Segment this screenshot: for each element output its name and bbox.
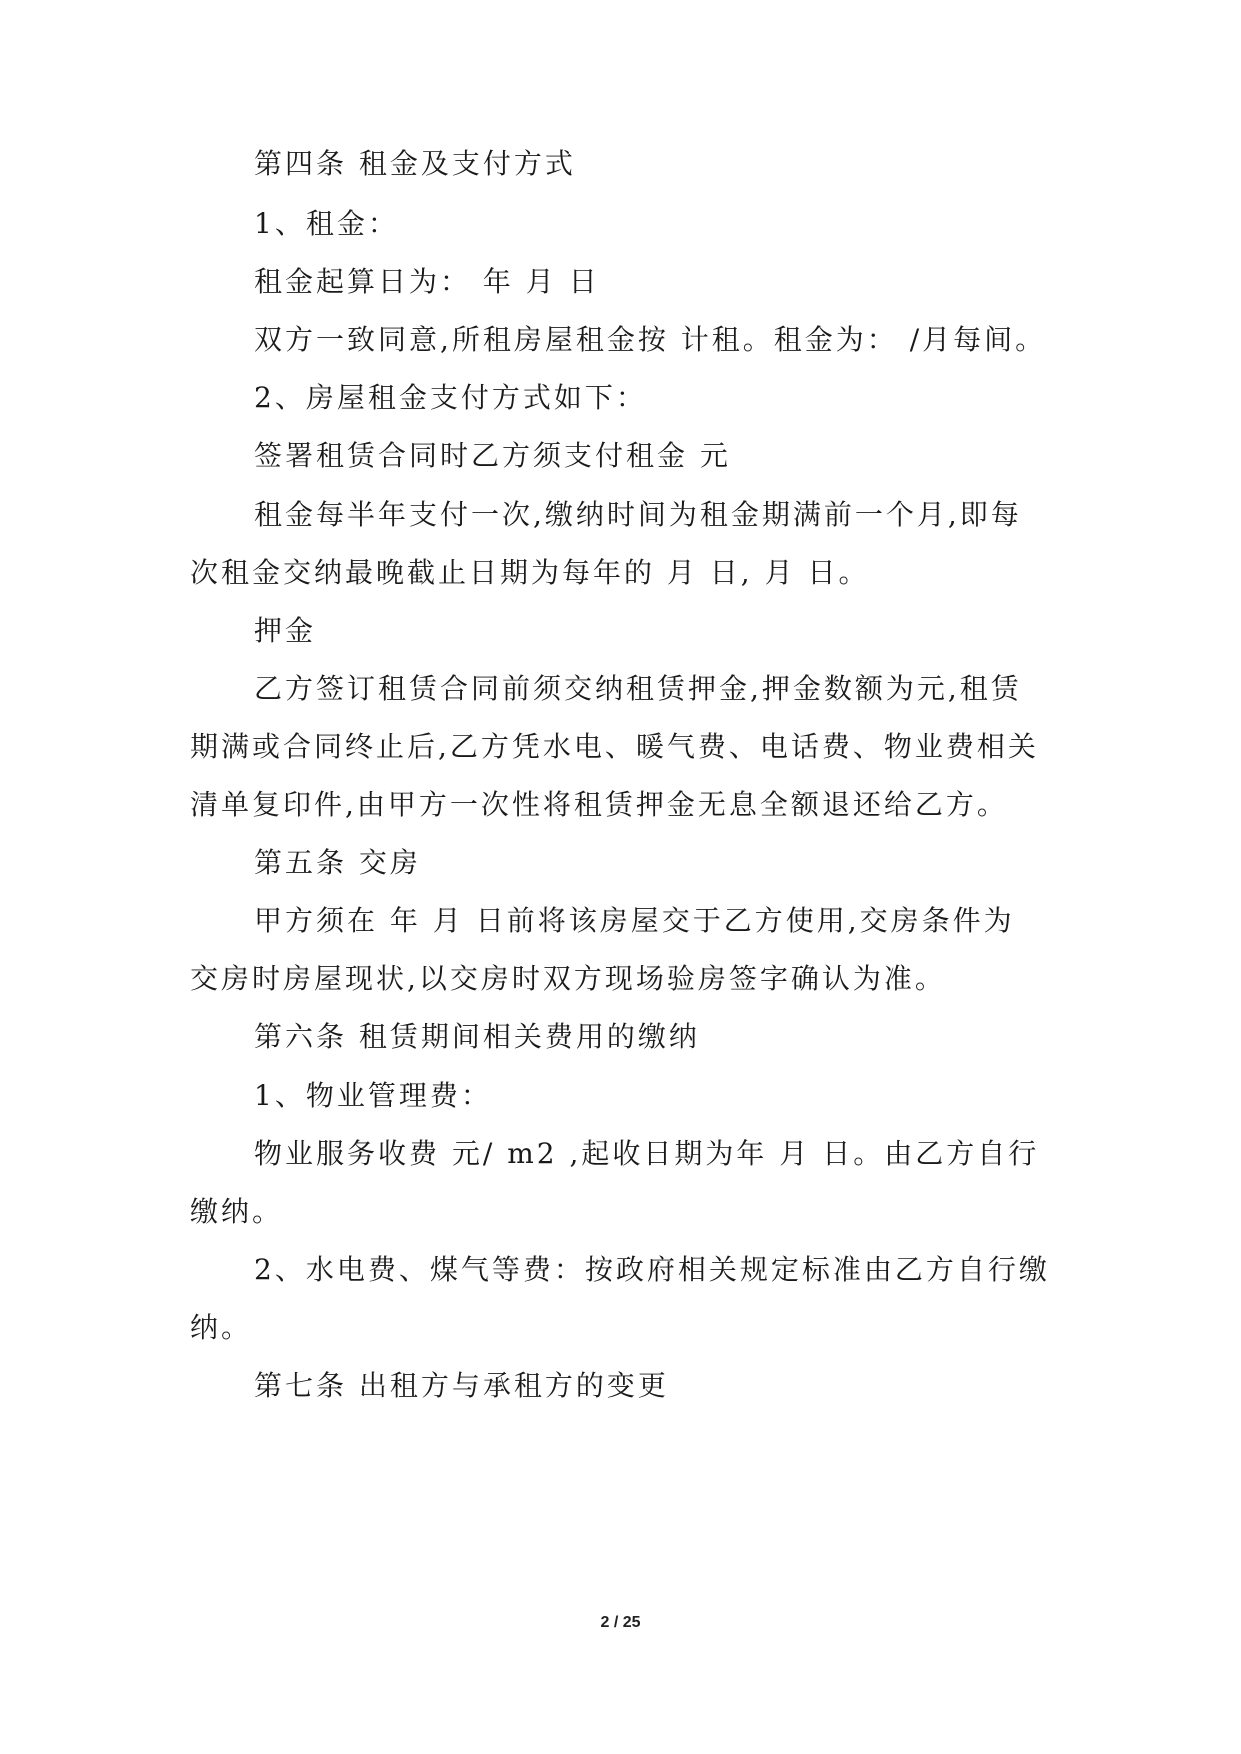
section-heading-article-7: 第七条 出租方与承租方的变更 xyxy=(254,1369,669,1402)
paragraph-line: 2、房屋租金支付方式如下： xyxy=(254,381,647,414)
page-number: 2 / 25 xyxy=(600,1614,641,1631)
paragraph-line: 缴纳。 xyxy=(190,1195,284,1228)
section-heading-article-6: 第六条 租赁期间相关费用的缴纳 xyxy=(254,1020,700,1053)
paragraph-line: 清单复印件,由甲方一次性将租赁押金无息全额退还给乙方。 xyxy=(190,788,1008,821)
paragraph-line: 双方一致同意,所租房屋租金按 计租。租金为： /月每间。 xyxy=(254,323,1047,356)
paragraph-line: 交房时房屋现状,以交房时双方现场验房签字确认为准。 xyxy=(190,962,946,995)
paragraph-line: 期满或合同终止后,乙方凭水电、暖气费、电话费、物业费相关 xyxy=(190,730,1039,763)
section-heading-article-5: 第五条 交房 xyxy=(254,846,421,879)
paragraph-line: 租金起算日为： 年 月 日 xyxy=(254,265,600,298)
paragraph-line: 物业服务收费 元/ m2 ,起收日期为年 月 日。由乙方自行 xyxy=(254,1137,1040,1170)
paragraph-line: 1、租金： xyxy=(254,207,399,240)
paragraph-line: 纳。 xyxy=(190,1311,253,1344)
paragraph-line: 押金 xyxy=(254,614,317,647)
paragraph-line: 签署租赁合同时乙方须支付租金 元 xyxy=(254,439,731,472)
paragraph-line: 次租金交纳最晚截止日期为每年的 月 日, 月 日。 xyxy=(190,556,870,589)
section-heading-article-4: 第四条 租金及支付方式 xyxy=(254,147,576,180)
paragraph-line: 1、物业管理费： xyxy=(254,1079,492,1112)
paragraph-line: 乙方签订租赁合同前须交纳租赁押金,押金数额为元,租赁 xyxy=(254,672,1022,705)
paragraph-line: 租金每半年支付一次,缴纳时间为租金期满前一个月,即每 xyxy=(254,498,1022,531)
paragraph-line: 甲方须在 年 月 日前将该房屋交于乙方使用,交房条件为 xyxy=(254,904,1015,937)
paragraph-line: 2、水电费、煤气等费：按政府相关规定标准由乙方自行缴 xyxy=(254,1253,1050,1286)
